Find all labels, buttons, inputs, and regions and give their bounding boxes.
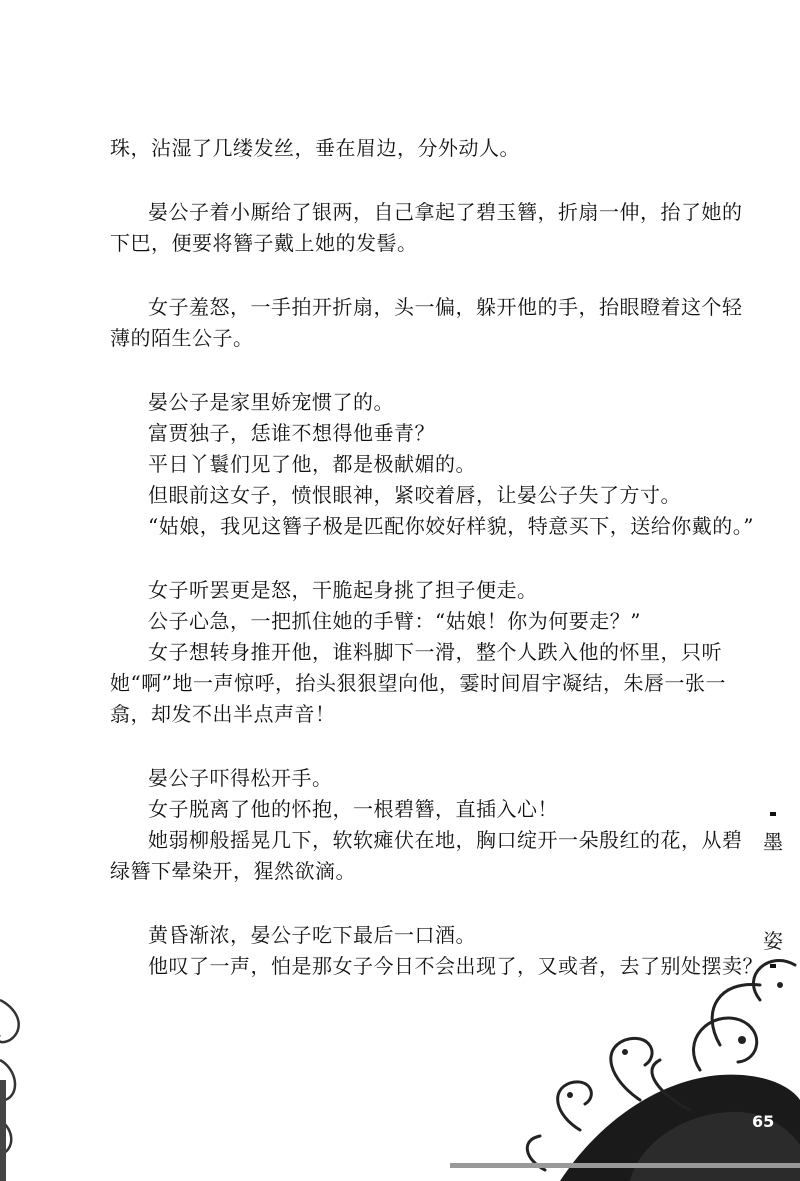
text-line: 她“啊”地一声惊呼，抬头狠狠望向他，霎时间眉宇凝结，朱唇一张一 — [110, 671, 726, 695]
text-line: 他叹了一声，怕是那女子今日不会出现了，又或者，去了别处摆卖？ — [148, 954, 763, 978]
text-line: 下巴，便要将簪子戴上她的发髻。 — [110, 231, 418, 255]
text-line: 珠，沾湿了几缕发丝，垂在眉边，分外动人。 — [110, 136, 520, 160]
text-line: 翕，却发不出半点声音！ — [110, 702, 336, 726]
text-line: 晏公子是家里娇宠惯了的。 — [148, 390, 394, 414]
text-line: 薄的陌生公子。 — [110, 326, 254, 350]
text-line: 但眼前这女子，愤恨眼神，紧咬着唇，让晏公子失了方寸。 — [148, 483, 681, 507]
text-line: 晏公子着小厮给了银两，自己拿起了碧玉簪，折扇一伸，抬了她的 — [148, 200, 743, 224]
side-title-char: 墨 — [763, 830, 783, 854]
text-line: 她弱柳般摇晃几下，软软瘫伏在地，胸口绽开一朵殷红的花，从碧 — [148, 828, 743, 852]
body-text — [110, 133, 763, 982]
text-line: 黄昏渐浓，晏公子吃下最后一口酒。 — [148, 923, 476, 947]
side-title-bar — [770, 964, 776, 968]
text-line: 绿簪下晕染开，猩然欲滴。 — [110, 859, 356, 883]
text-line: “姑娘，我见这簪子极是匹配你姣好样貌，特意买下，送给你戴的。” — [148, 514, 754, 538]
side-title — [758, 812, 788, 968]
page-number: 65 — [752, 1112, 775, 1131]
side-title-bar — [770, 812, 776, 816]
text-line: 女子想转身推开他，谁料脚下一滑，整个人跌入他的怀里，只听 — [148, 640, 722, 664]
text-line: 平日丫鬟们见了他，都是极献媚的。 — [148, 452, 476, 476]
text-line: 公子心急，一把抓住她的手臂：“姑娘！你为何要走？” — [148, 609, 641, 633]
side-title-char: 姿 — [763, 929, 783, 953]
text-line: 女子脱离了他的怀抱，一根碧簪，直插入心！ — [148, 797, 558, 821]
text-line: 晏公子吓得松开手。 — [148, 766, 333, 790]
text-line: 富贾独子，恁谁不想得他垂青？ — [148, 421, 435, 445]
text-line: 女子羞怒，一手拍开折扇，头一偏，躲开他的手，抬眼瞪着这个轻 — [148, 295, 743, 319]
text-line: 女子听罢更是怒，干脆起身挑了担子便走。 — [148, 578, 538, 602]
